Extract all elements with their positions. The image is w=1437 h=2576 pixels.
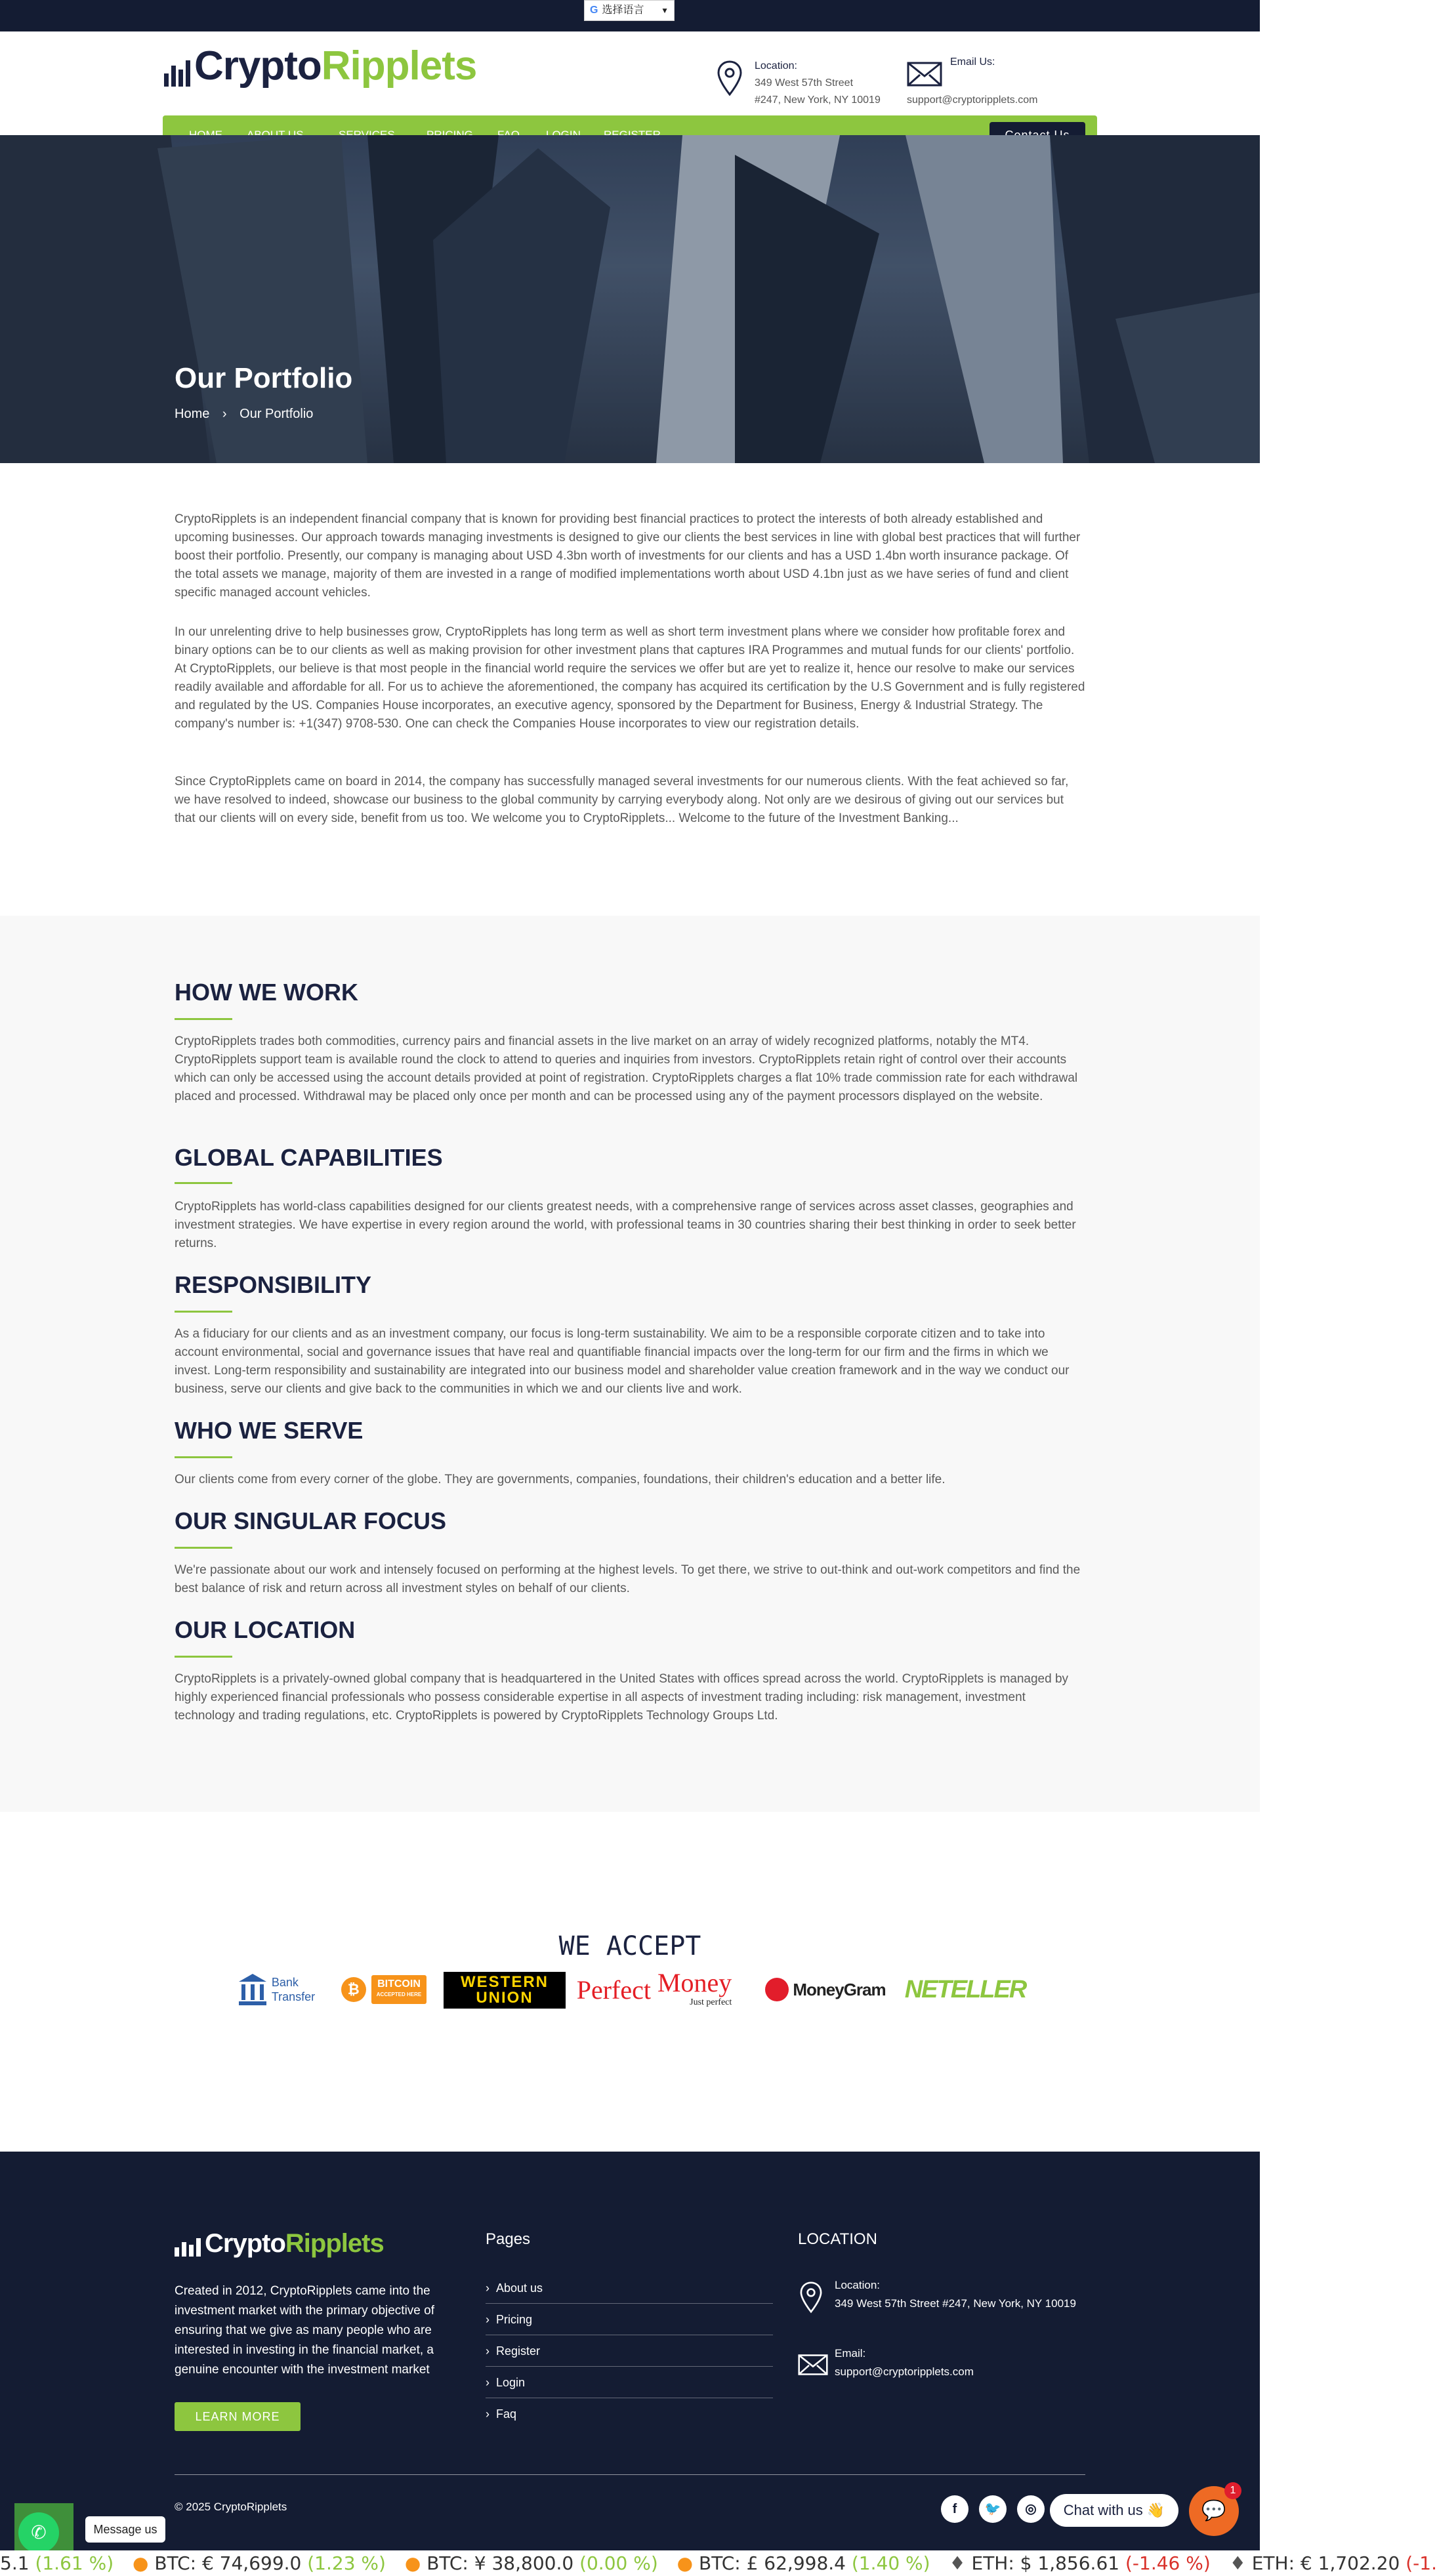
section-title: RESPONSIBILITY (175, 1271, 372, 1298)
header-location-label: Location: (755, 60, 797, 72)
footer-link-label: Pricing (496, 2313, 533, 2326)
perfect-money-tagline: Just perfect (690, 1997, 732, 2007)
section-text: Our clients come from every corner of the globe. They are governments, companies, foundations, their children's education and a better life. (175, 1473, 946, 1486)
ethereum-icon: ♦ (1229, 2552, 1246, 2574)
section-underline (175, 1018, 232, 1020)
bitcoin-logo (332, 1968, 436, 2011)
section-title: OUR SINGULAR FOCUS (175, 1507, 446, 1534)
perfect-money-word2: Money (657, 1968, 732, 1997)
footer-location-label: Location: (835, 2279, 880, 2291)
google-g-icon: G (590, 5, 598, 16)
chevron-right-icon: › (486, 2407, 489, 2421)
language-label: 选择语言 (602, 5, 644, 16)
footer-link-pricing[interactable] (486, 2304, 773, 2335)
copyright: © 2025 CryptoRipplets (175, 2501, 287, 2513)
section-underline (175, 1547, 232, 1549)
intro-paragraph: CryptoRipplets is an independent financial company that is known for providing best financial practices to protect the interests of both already established and upcoming businesses. Our approach towards managing investments is designed to give our clients the best services in line with global best practices that will further boost their portfolio. Presently, our company is managing about USD 4.3bn worth of investments for our clients and has a USD 1.4bn worth insurance package. Of the total assets we manage, majority of them are invested in a range of modified implementations worth about USD 4.1bn just as we have series of fund and client specific managed account vehicles. (175, 512, 1081, 600)
ticker-price: 5.1 (0, 2552, 35, 2574)
ticker-change: (0.00 %) (579, 2552, 658, 2574)
bitcoin-sub-label: ACCEPTED HERE (376, 1992, 422, 1997)
footer-link-login[interactable] (486, 2367, 773, 2398)
footer-link-faq[interactable] (486, 2398, 773, 2430)
chat-with-us-bubble[interactable]: Chat with us 👋 (1050, 2494, 1178, 2527)
bank-icon (238, 1973, 268, 2007)
logo-text-ripplets: Ripplets (321, 43, 477, 89)
neteller-logo: NETELLER (904, 1975, 1026, 2003)
logo-text-crypto: Crypto (194, 43, 322, 89)
footer-pages-title: Pages (486, 2230, 531, 2248)
footer-location-value: 349 West 57th Street #247, New York, NY 10019 (835, 2297, 1076, 2310)
footer-link-label: Faq (496, 2407, 517, 2421)
breadcrumb-home[interactable]: Home (175, 407, 210, 421)
section-title: HOW WE WORK (175, 979, 358, 1006)
section-title: WHO WE SERVE (175, 1417, 364, 1444)
we-accept-title: WE ACCEPT (558, 1931, 701, 1961)
footer-email (835, 2344, 974, 2381)
bitcoin-icon: ● (133, 2552, 149, 2574)
ticker-item (133, 2552, 386, 2574)
ticker-change: (-1. (1406, 2552, 1437, 2574)
header-location-line1: 349 West 57th Street (755, 77, 854, 89)
location-pin-icon (717, 60, 743, 96)
bitcoin-icon: ● (404, 2552, 421, 2574)
ticker-price: BTC: € 74,699.0 (154, 2552, 308, 2574)
twitter-icon[interactable]: 🐦 (979, 2495, 1007, 2523)
footer-link-label: About us (496, 2281, 543, 2295)
bitcoin-label: BITCOIN (377, 1978, 421, 1990)
breadcrumb-current: Our Portfolio (240, 407, 314, 421)
bank-transfer-line2: Transfer (271, 1990, 316, 2003)
chevron-right-icon: › (486, 2281, 489, 2295)
chevron-down-icon: ▼ (661, 6, 669, 15)
section-text: CryptoRipplets is a privately-owned global company that is headquartered in the United States with offices spread across the world. CryptoRipplets is managed by highly experienced financial professionals who possess considerable expertise in all aspects of investment trading including: risk management, investment technology and trading regulations, etc. CryptoRipplets is powered by CryptoRipplets Technology Groups Ltd. (175, 1672, 1069, 1723)
ticker-item (677, 2552, 930, 2574)
footer-link-label: Register (496, 2344, 541, 2358)
ticker-price: BTC: ¥ 38,800.0 (427, 2552, 580, 2574)
section-underline (175, 1311, 232, 1313)
ticker-price: ETH: € 1,702.20 (1251, 2552, 1406, 2574)
footer-logo-ripplets: Ripplets (285, 2229, 384, 2258)
footer-email-value[interactable]: support@cryptoripplets.com (835, 2365, 974, 2378)
message-us-label[interactable]: Message us (85, 2516, 165, 2543)
bank-transfer-logo (234, 1968, 319, 2011)
instagram-icon[interactable]: ◎ (1017, 2495, 1045, 2523)
footer-link-register[interactable] (486, 2335, 773, 2367)
breadcrumb-separator: › (222, 407, 227, 421)
ticker-item (0, 2552, 114, 2574)
language-selector[interactable] (584, 0, 675, 21)
footer-about-text: Created in 2012, CryptoRipplets came into the investment market with the primary objective of ensuring that we give as many people who are interested in investing in the financial market, a genuine encounter with the investment market (175, 2284, 434, 2377)
footer-logo-crypto: Crypto (205, 2229, 285, 2258)
section-underline (175, 1182, 232, 1184)
footer-logo[interactable] (175, 2230, 384, 2257)
ticker-change: (-1.46 %) (1125, 2552, 1211, 2574)
bitcoin-icon: ● (677, 2552, 694, 2574)
logo-bars-icon (175, 2238, 201, 2257)
intro-paragraph: Since CryptoRipplets came on board in 2014, the company has successfully managed several investments for our numerous clients. With the feat achieved so far, we have resolved to indeed, showcase our business to the global community by carrying everybody along. Not only are we desirous of giving out our services but that our clients will on every side, benefit from us too. We welcome you to CryptoRipplets... Welcome to the future of the Investment Banking... (175, 775, 1069, 825)
western-union-line2: UNION (476, 1989, 533, 2007)
footer-link-label: Login (496, 2376, 526, 2389)
breadcrumb (175, 407, 313, 422)
section-text: We're passionate about our work and intensely focused on performing at the highest levels. To get there, we strive to out-think and out-work competitors and find the best balance of risk and return across all investment styles on behalf of our clients. (175, 1563, 1081, 1595)
envelope-icon (798, 2354, 828, 2376)
chevron-right-icon: › (486, 2344, 489, 2358)
ticker-item (949, 2552, 1210, 2574)
site-logo[interactable] (164, 43, 477, 89)
bank-transfer-line1: Bank (271, 1976, 299, 1989)
logo-bars-icon (164, 60, 190, 87)
chat-notification-badge: 1 (1224, 2482, 1241, 2499)
chat-icon: 💬 (1201, 2500, 1226, 2522)
chevron-right-icon: › (486, 2376, 489, 2389)
footer-email-label: Email: (835, 2347, 866, 2360)
section-title: GLOBAL CAPABILITIES (175, 1144, 443, 1171)
ticker-price: BTC: £ 62,998.4 (699, 2552, 852, 2574)
ticker-item (405, 2552, 658, 2574)
crypto-price-ticker (0, 2550, 1437, 2576)
chevron-right-icon: › (486, 2313, 489, 2326)
moneygram-label: MoneyGram (793, 1979, 886, 1999)
ticker-change: (1.61 %) (35, 2552, 114, 2574)
moneygram-logo (761, 1968, 890, 2011)
facebook-icon[interactable]: f (941, 2495, 968, 2523)
section-underline (175, 1656, 232, 1658)
header-email-value[interactable]: support@cryptoripplets.com (907, 94, 1038, 106)
section-text: As a fiduciary for our clients and as an investment company, our focus is long-term sustainability. We aim to be a responsible corporate citizen and to take into account environmental, social and governance issues that have real and quantifiable financial impacts over the long-term for our firm and the firms in which we invest. Long-term responsibility and sustainability are integrated into our business model and shareholder value creation framework and in the way we conduct our business, serve our clients and give back to the communities in which we and our clients live and work. (175, 1327, 1070, 1396)
page-title: Our Portfolio (175, 362, 353, 394)
perfect-money-logo (572, 1968, 736, 2011)
moneygram-icon (765, 1978, 789, 2001)
ethereum-icon: ♦ (949, 2552, 966, 2574)
location-pin-icon (799, 2281, 823, 2313)
intro-paragraph: In our unrelenting drive to help businesses grow, CryptoRipplets has long term as well as short term investment plans where we consider how profitable forex and binary options can be to our clients as well as making provision for other investment plans that captures IRA Programmes and mutual funds for our clients' portfolio. At CryptoRipplets, our believe is that most people in the financial world require the services we offer but are yet to realize it, hence our resolve to make our services readily available and affordable for all. For us to achieve the aforementioned, the company has acquired its certification by the U.S Government and is fully registered and regulated by the US. Companies House incorporates, an executive agency, sponsored by the Department for Business, Energy & Industrial Strategy. The company's number is: +1(347) 9708-530. One can check the Companies House incorporates to view our registration details. (175, 625, 1085, 731)
header-email (907, 54, 1064, 109)
header-location-line2: #247, New York, NY 10019 (755, 94, 881, 106)
ticker-item (1230, 2552, 1437, 2574)
footer-link-about[interactable] (486, 2272, 773, 2304)
learn-more-button[interactable]: LEARN MORE (175, 2402, 301, 2431)
section-title: OUR LOCATION (175, 1616, 356, 1643)
western-union-logo (444, 1972, 566, 2009)
ticker-price: ETH: $ 1,856.61 (971, 2552, 1125, 2574)
section-text: CryptoRipplets has world-class capabilities designed for our clients greatest needs, with a comprehensive range of services across asset classes, geographies and investment strategies. We have expertise in every region around the world, with professional teams in 30 countries sharing their best thinking in order to seek better returns. (175, 1200, 1076, 1250)
western-union-line1: WESTERN (461, 1973, 549, 1991)
header-location (755, 58, 881, 109)
footer-location (835, 2276, 1076, 2313)
whatsapp-icon[interactable]: ✆ (18, 2512, 59, 2553)
ticker-change: (1.23 %) (307, 2552, 386, 2574)
bitcoin-icon: ₿ (341, 1977, 366, 2002)
section-text: CryptoRipplets trades both commodities, currency pairs and financial assets in the live market on an array of widely recognized platforms, notably the MT4. CryptoRipplets support team is available round the clock to attend to queries and inquiries from investors. CryptoRipplets retain right of control over their accounts which can only be accessed using the account details provided at point of registration. CryptoRipplets charges a flat 10% trade commission rate for each withdrawal placed and processed. Withdrawal may be placed only once per month and can be processed using any of the payment processors displayed on the website. (175, 1034, 1078, 1103)
footer-divider (175, 2474, 1085, 2475)
ticker-change: (1.40 %) (851, 2552, 930, 2574)
perfect-money-word1: Perfect (576, 1974, 651, 2005)
header-email-label: Email Us: (950, 56, 995, 68)
section-underline (175, 1456, 232, 1458)
footer-location-title: LOCATION (798, 2230, 877, 2248)
